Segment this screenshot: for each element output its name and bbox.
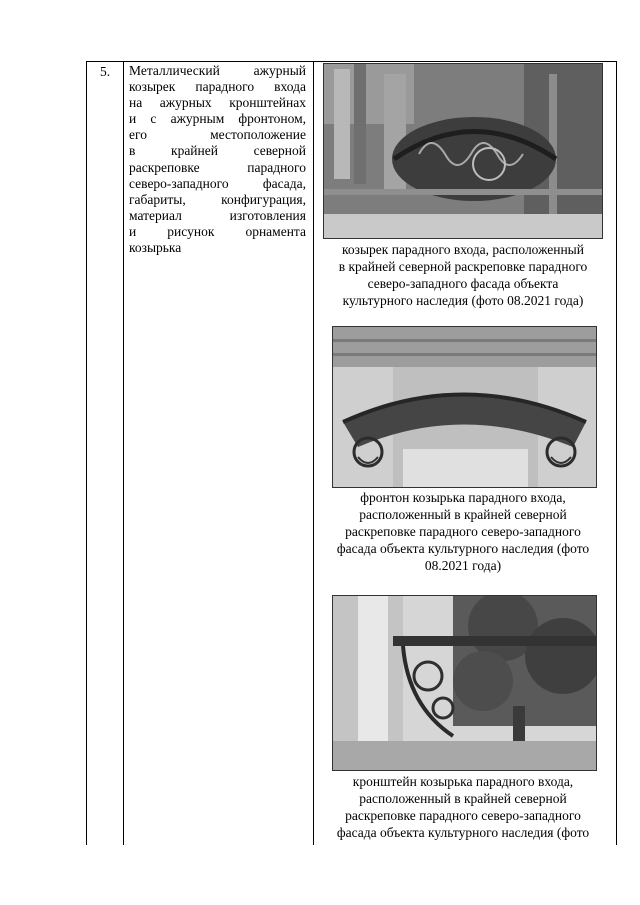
photo-canopy-caption: козырек парадного входа, расположенный в крайней северной раскреповке парадного северо-западного фасада объекта культурного наследия (фото 08.2021 года) xyxy=(338,242,588,309)
description-line: в крайней северной xyxy=(129,143,306,159)
table-border-col2 xyxy=(313,61,314,845)
description-line: его местоположение xyxy=(129,127,306,143)
description-line: и рисунок орнамента xyxy=(129,223,306,239)
table-border-right xyxy=(616,61,617,845)
description-line: на ажурных кронштейнах xyxy=(129,95,306,111)
description-line: Металлический ажурный xyxy=(129,63,306,78)
description-line: материал изготовления xyxy=(129,207,306,223)
table-border-left xyxy=(86,61,87,845)
description-line: северо-западного фасада, xyxy=(129,175,306,191)
description-line: габариты, конфигурация, xyxy=(129,191,306,207)
table-border-col1 xyxy=(123,61,124,845)
photo-pediment xyxy=(332,326,597,488)
description-line: раскреповке парадного xyxy=(129,159,306,175)
row-description xyxy=(129,63,306,256)
photo-canopy xyxy=(323,63,603,239)
description-line: козырек парадного входа xyxy=(129,79,306,95)
description-line: и с ажурным фронтоном, xyxy=(129,111,306,127)
table-border-top xyxy=(86,61,617,62)
photo-bracket xyxy=(332,595,597,771)
description-line: козырька xyxy=(129,240,182,256)
photo-pediment-caption: фронтон козырька парадного входа, расположенный в крайней северной раскреповке парадного северо-западного фасада объекта культурного наследия (фото 08.2021 года) xyxy=(336,490,590,574)
row-number: 5. xyxy=(99,64,111,79)
photo-bracket-caption: кронштейн козырька парадного входа, расположенный в крайней северной раскреповке парадного северо-западного фасада объекта культурного наследия (фото xyxy=(336,774,590,841)
